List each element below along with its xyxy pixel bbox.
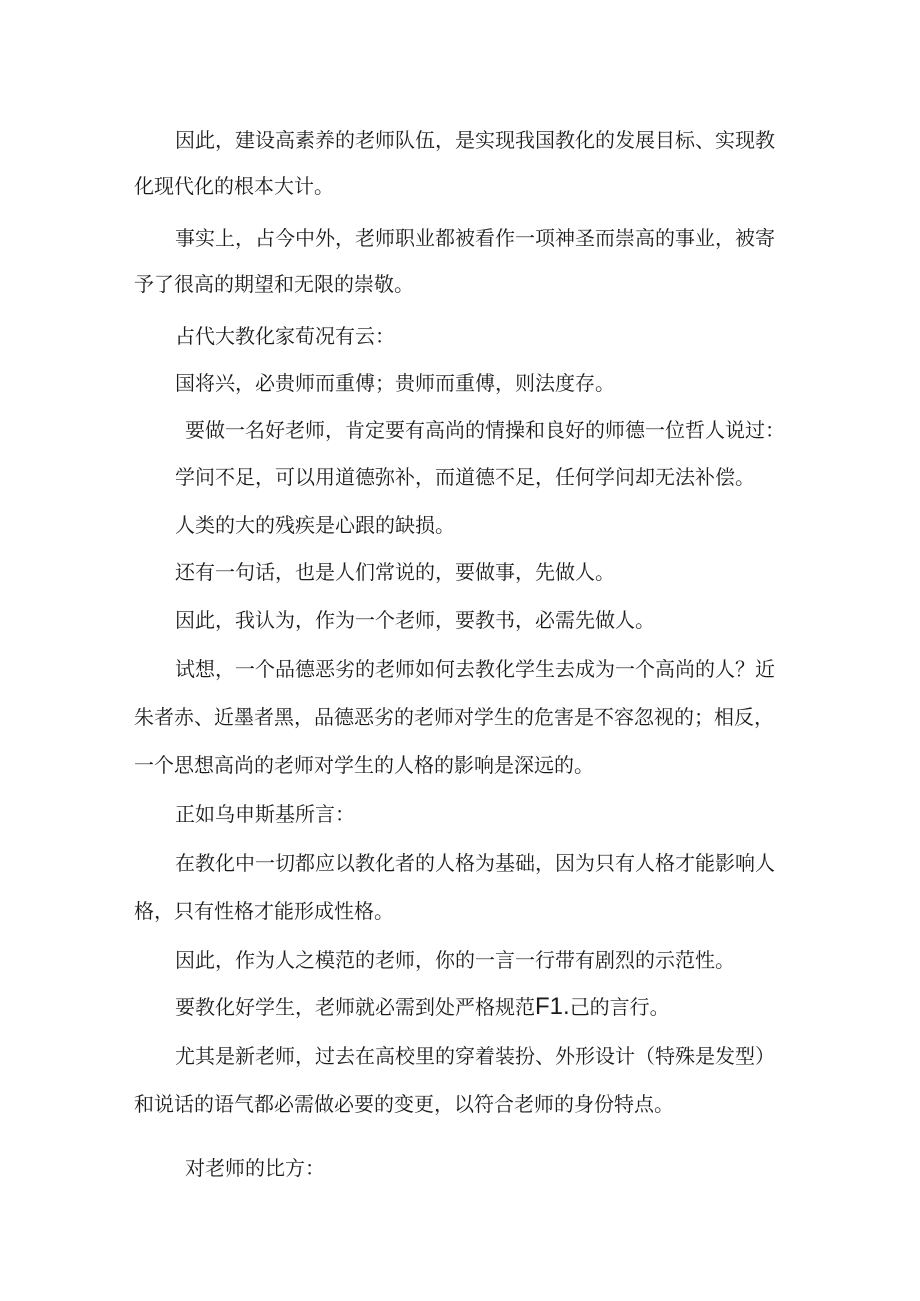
text-line: 学问不足，可以用道德弥补，而道德不足，任何学问却无法补偿。 (175, 465, 755, 489)
text-line: 对老师的比方： (185, 1156, 325, 1180)
text-line: 和说话的语气都必需做必要的变更，以符合老师的身份特点。 (134, 1092, 674, 1116)
text-line: 试想，一个品德恶劣的老师如何去教化学生去成为一个高尚的人？近 (175, 657, 775, 681)
text-segment-glyph: F1. (535, 993, 570, 1020)
text-line: 占代大教化家荀况有云： (175, 324, 395, 348)
text-line: 朱者赤、近墨者黑，品德恶劣的老师对学生的危害是不容忽视的；相反， (134, 705, 774, 729)
text-line: 国将兴，必贵师而重傅；贵师而重傅，则法度存。 (175, 371, 615, 395)
text-line: 事实上，占今中外，老师职业都被看作一项神圣而崇高的事业，被寄 (175, 226, 775, 250)
text-line: 还有一句话，也是人们常说的，要做事，先做人。 (175, 560, 615, 584)
text-line: 化现代化的根本大计。 (134, 174, 334, 198)
text-line: 因此，我认为，作为一个老师，要教书，必需先做人。 (175, 608, 655, 632)
text-segment: 己的言行。 (569, 995, 670, 1019)
text-line: 格，只有性格才能形成性格。 (134, 899, 394, 923)
text-line: 正如乌申斯基所言： (175, 802, 355, 826)
text-line-mixed (175, 994, 670, 1020)
text-line: 予了很高的期望和无限的崇敬。 (134, 272, 414, 296)
text-line: 在教化中一切都应以教化者的人格为基础，因为只有人格才能影响人 (175, 851, 775, 875)
text-line: 因此，作为人之模范的老师，你的一言一行带有剧烈的示范性。 (175, 948, 735, 972)
text-line: 一个思想高尚的老师对学生的人格的影响是深远的。 (134, 753, 594, 777)
text-line: 尤其是新老师，过去在高校里的穿着装扮、外形设计（特殊是发型） (175, 1044, 775, 1068)
text-segment: 要教化好学生，老师就必需到处严格规范 (175, 995, 535, 1019)
text-line: 要做一名好老师，肯定要有高尚的情操和良好的师德一位哲人说过： (185, 418, 785, 442)
text-line: 因此，建设高素养的老师队伍，是实现我国教化的发展目标、实现教 (175, 128, 775, 152)
text-line: 人类的大的残疾是心跟的缺损。 (175, 513, 455, 537)
